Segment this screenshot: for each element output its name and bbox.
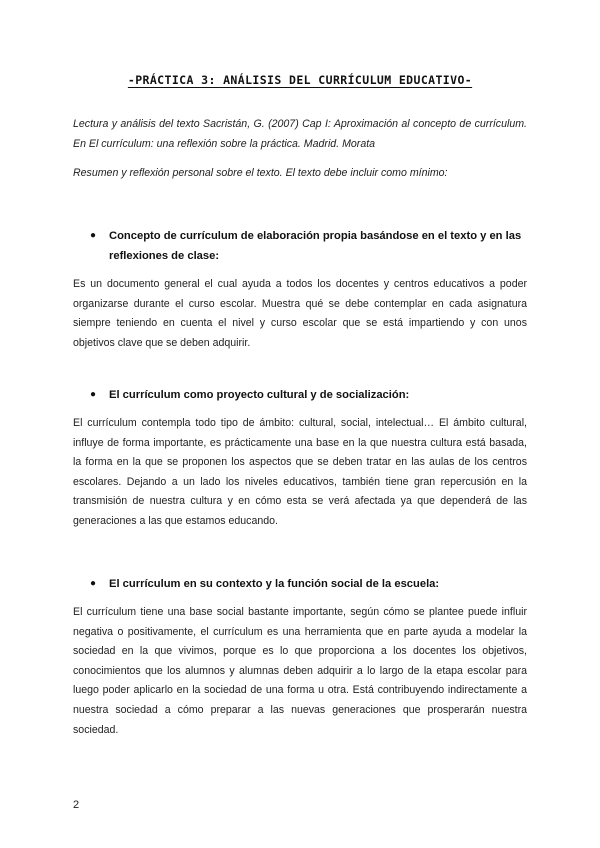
section-heading-text: Concepto de currículum de elaboración propia basándose en el texto y en las reflexiones de clase:: [109, 230, 522, 262]
section-heading-3: [90, 574, 530, 594]
section-body-3: El currículum tiene una base social bastante importante, según cómo se plantee puede influir negativa o positivamente, el currículum es una herramienta que en parte ayuda a modelar la sociedad en la que vivimos, porque es lo que proporciona a los docentes los objetivos, conocimientos que los alumnos y alumnas deben adquirir a lo largo de la etapa escolar para luego poder aplicarlo en la sociedad de una forma u otra. Está contribuyendo indirectamente a nuestra sociedad a cómo preparar a las nuevas generaciones que prosperarán nuestra sociedad.: [73, 606, 527, 736]
section-body-2: El currículum contempla todo tipo de ámbito: cultural, social, intelectual… El ámbito cultural, influye de forma importante, es prácticamente una base en la que nuestra cultura está basada, la forma en la que se proponen los aspectos que se deben tratar en las aulas de los centros escolares. Dejando a un lado los niveles educativos, también tiene gran repercusión en la transmisión de nuestra cultura y en cómo esta se verá afectada ya que dependerá de las generaciones a las que estamos educando.: [73, 417, 527, 527]
section-heading-1: [90, 226, 530, 266]
section-heading-2: [90, 385, 530, 405]
bullet-icon: ●: [90, 389, 97, 400]
instruction-text: Resumen y reflexión personal sobre el texto. El texto debe incluir como mínimo:: [73, 167, 448, 179]
page-number: 2: [73, 799, 80, 811]
bullet-icon: ●: [90, 578, 97, 589]
page-title: -PRÁCTICA 3: ANÁLISIS DEL CURRÍCULUM EDUCATIVO-: [127, 73, 473, 87]
reference-citation: Lectura y análisis del texto Sacristán, G. (2007) Cap I: Aproximación al concepto de currículum. En El currículum: una reflexión sobre la práctica. Madrid. Morata: [73, 118, 527, 150]
section-heading-text: El currículum como proyecto cultural y de socialización:: [109, 389, 410, 401]
bullet-icon: ●: [90, 230, 97, 241]
section-heading-text: El currículum en su contexto y la función social de la escuela:: [109, 578, 440, 590]
section-body-1: Es un documento general el cual ayuda a todos los docentes y centros educativos a poder organizarse durante el curso escolar. Muestra qué se debe contemplar en cada asignatura siempre teniendo en cuenta el nivel y curso escolar que se está impartiendo y con unos objetivos clave que se deben adquirir.: [73, 278, 527, 349]
